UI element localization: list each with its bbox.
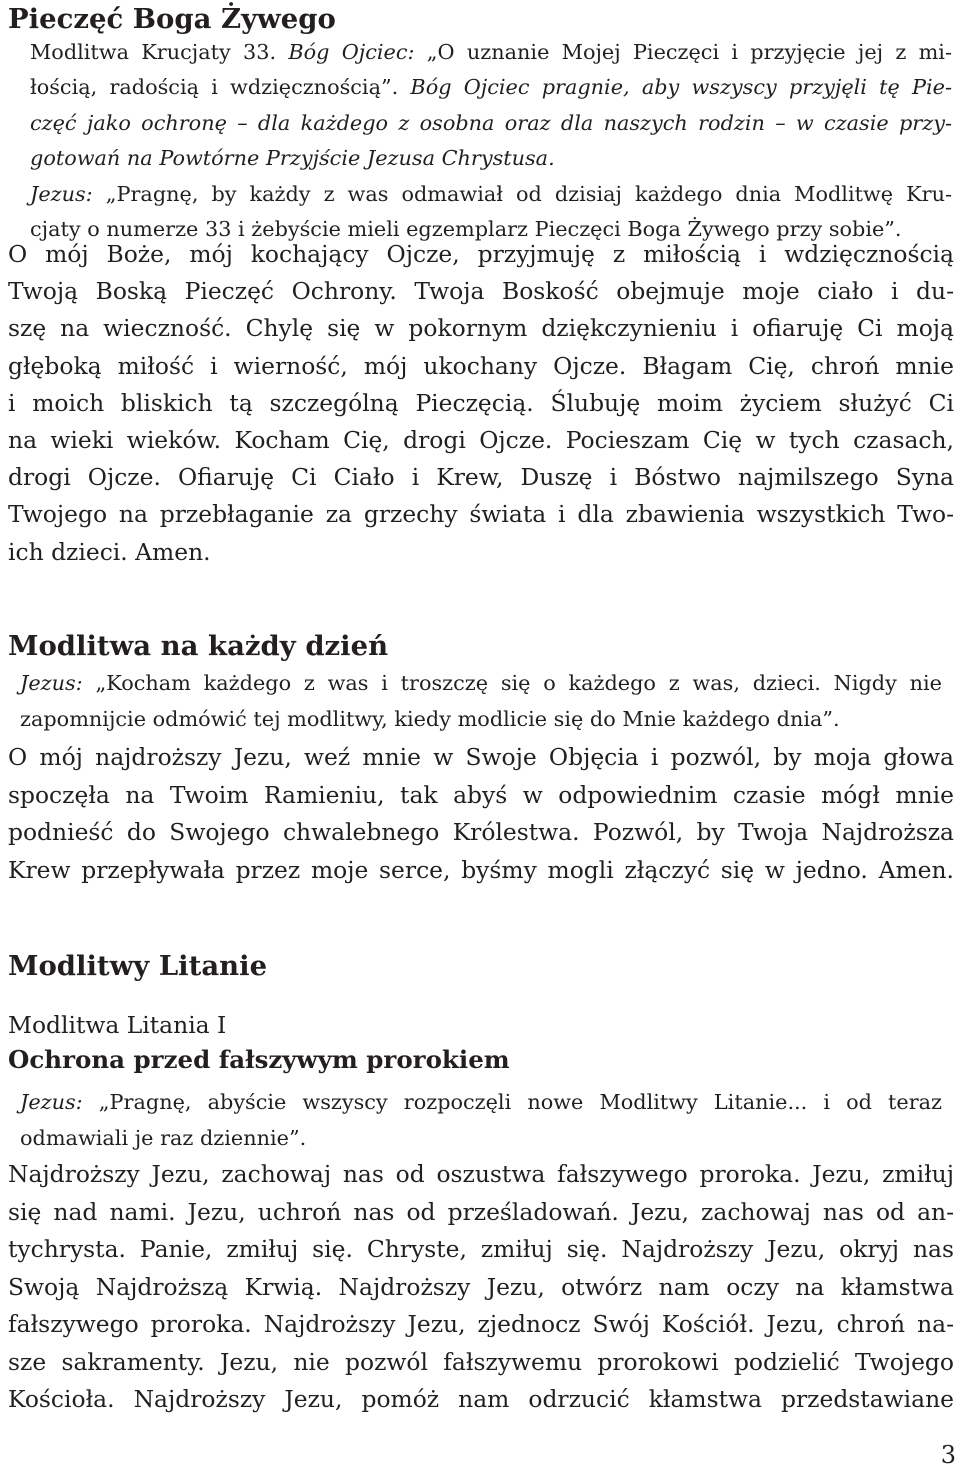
prayer-line: Krew przepływała przez moje serce, byśmy mogli złączyć się w jedno. Amen. xyxy=(8,855,954,884)
prayer-line: Kościoła. Najdroższy Jezu, pomóż nam odrzucić kłamstwa przedstawiane xyxy=(8,1385,954,1413)
text-run: „Pragnę, abyście wszyscy rozpoczęli nowe Modlitwy Litanie... i od teraz xyxy=(82,1090,942,1114)
italic-run: Jezus: xyxy=(30,181,93,206)
italic-run: częć jako ochronę – dla każdego z osobna oraz dla naszych rodzin – w czasie przy- xyxy=(30,110,952,135)
text-run: cjaty o numerze 33 i żebyście mieli egzemplarz Pieczęci Boga Żywego przy sobie”. xyxy=(30,217,902,241)
prayer-line: fałszywego proroka. Najdroższy Jezu, zjednocz Swój Kościół. Jezu, chroń na- xyxy=(8,1310,954,1338)
subtitle-bold: Ochrona przed fałszywym prorokiem xyxy=(8,1045,510,1074)
italic-run: gotowań na Powtórne Przyjście Jezusa Chrystusa. xyxy=(30,146,555,171)
intro-line xyxy=(30,217,902,241)
prayer-line: się nad nami. Jezu, uchroń nas od prześladowań. Jezu, zachowaj nas od an- xyxy=(8,1197,954,1226)
intro-line xyxy=(30,111,952,135)
intro-line xyxy=(20,1090,942,1114)
text-run: „O uznanie Mojej Pieczęci i przyjęcie jej z mi- xyxy=(414,40,952,64)
text-run: łością, radością i wdzięcznością”. xyxy=(30,75,411,100)
prayer-line: Twoją Boską Pieczęć Ochrony. Twoja Boskość obejmuje moje ciało i du- xyxy=(8,277,954,306)
text-run: „Kocham każdego z was i troszczę się o każdego z was, dzieci. Nigdy nie xyxy=(82,671,942,695)
prayer-line: sze sakramenty. Jezu, nie pozwól fałszywemu prorokowi podzielić Twojego xyxy=(8,1347,954,1376)
intro-line xyxy=(30,182,952,206)
prayer-line: O mój najdroższy Jezu, weź mnie w Swoje Objęcia i pozwól, by moja głowa xyxy=(8,743,954,771)
text-run: „Pragnę, by każdy z was odmawiał od dzisiaj każdego dnia Modlitwę Kru- xyxy=(92,181,952,206)
prayer-line: głęboką miłość i wierność, mój ukochany Ojcze. Błagam Cię, chroń mnie xyxy=(8,351,954,380)
prayer-line: Twojego na przebłaganie za grzechy świata i dla zbawienia wszystkich Two- xyxy=(8,500,954,529)
text-run: zapomnijcie odmówić tej modlitwy, kiedy modlicie się do Mnie każdego dnia”. xyxy=(20,706,840,731)
intro-line xyxy=(30,146,555,170)
prayer-line: drogi Ojcze. Ofiaruję Ci Ciało i Krew, Duszę i Bóstwo najmilszego Syna xyxy=(8,463,954,492)
prayer-line: i moich bliskich tą szczególną Pieczęcią. Ślubuję moim życiem służyć Ci xyxy=(8,388,954,417)
prayer-line: na wieki wieków. Kocham Cię, drogi Ojcze. Pocieszam Cię w tych czasach, xyxy=(8,426,954,454)
prayer-line: Swoją Najdroższą Krwią. Najdroższy Jezu, otwórz nam oczy na kłamstwa xyxy=(8,1272,954,1301)
prayer-line: podnieść do Swojego chwalebnego Królestwa. Pozwól, by Twoja Najdroższa xyxy=(8,818,954,846)
prayer-line: szę na wieczność. Chylę się w pokornym dziękczynieniu i ofiaruję Ci moją xyxy=(8,314,954,343)
prayer-line: tychrysta. Panie, zmiłuj się. Chryste, zmiłuj się. Najdroższy Jezu, okryj nas xyxy=(8,1235,954,1263)
intro-line xyxy=(20,707,840,731)
prayer-line: O mój Boże, mój kochający Ojcze, przyjmuję z miłością i wdzięcznością xyxy=(8,240,954,268)
prayer-line: Najdroższy Jezu, zachowaj nas od oszustwa fałszywego proroka. Jezu, zmiłuj xyxy=(8,1160,954,1188)
italic-run: Bóg Ojciec: xyxy=(288,40,415,64)
prayer-line: ich dzieci. Amen. xyxy=(8,537,211,566)
italic-run: Jezus: xyxy=(20,671,83,695)
intro-line xyxy=(30,40,952,64)
page-number: 3 xyxy=(940,1441,956,1469)
intro-line xyxy=(20,671,942,695)
italic-run: Bóg Ojciec pragnie, aby wszyscy przyjęli tę Pie- xyxy=(410,75,953,100)
section-title: Modlitwa na każdy dzień xyxy=(8,630,389,662)
section-title: Modlitwy Litanie xyxy=(8,950,268,982)
section-title: Pieczęć Boga Żywego xyxy=(8,3,336,35)
intro-line xyxy=(20,1126,306,1150)
text-run: odmawiali je raz dziennie”. xyxy=(20,1125,307,1150)
subtitle: Modlitwa Litania I xyxy=(8,1011,227,1039)
text-run: Modlitwa Krucjaty 33. xyxy=(30,40,289,64)
prayer-line: spoczęła na Twoim Ramieniu, tak abyś w odpowiednim czasie mógł mnie xyxy=(8,780,954,809)
italic-run: Jezus: xyxy=(20,1090,83,1114)
intro-line xyxy=(30,75,952,99)
